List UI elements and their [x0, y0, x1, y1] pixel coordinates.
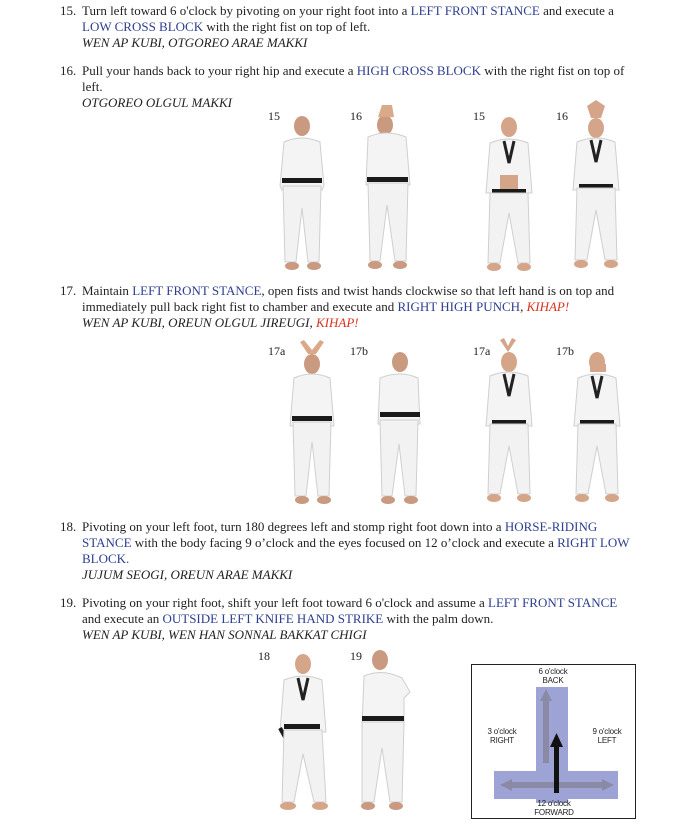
martial-artist-photo [478, 113, 540, 275]
photo-label: 18 [258, 649, 270, 663]
keyword: HORSE-RIDING STANCE [82, 519, 598, 550]
photo-label: 16 [556, 109, 568, 123]
photo-label: 17b [556, 344, 574, 358]
step-number: 17. [60, 283, 77, 298]
back-label: 6 o'clock BACK [538, 667, 568, 685]
photo-label: 17a [268, 344, 286, 358]
step-15 [60, 3, 635, 51]
photo-label: 17a [473, 344, 491, 358]
step-18 [60, 519, 635, 583]
martial-artist-photo [565, 100, 627, 272]
korean-name: WEN AP KUBI, OREUN OLGUL JIREUGI, KIHAP! [82, 315, 359, 330]
keyword: RIGHT HIGH PUNCH [397, 299, 521, 314]
step-number: 15. [60, 3, 77, 18]
step-number: 16. [60, 63, 77, 78]
martial-artist-photo [282, 338, 342, 508]
step-text: Maintain LEFT FRONT STANCE, open fists and twist hands clockwise so that left hand is on top and immediately pull back right fist to chamber and execute and RIGHT HIGH PUNCH, KIHAP! WEN AP KUBI, OREUN OLGUL JIREUGI, KIHAP! [82, 283, 635, 331]
kihap-label: KIHAP! [316, 315, 359, 330]
photo-label: 17b [350, 344, 368, 358]
step-17 [60, 283, 635, 331]
martial-artist-photo [358, 103, 416, 273]
korean-name: JUJUM SEOGI, OREUN ARAE MAKKI [82, 567, 293, 582]
photo-label: 19 [350, 649, 362, 663]
forward-label: 12 o'clock FORWARD [534, 799, 574, 817]
step-19 [60, 595, 635, 643]
left-label: 9 o'clock LEFT [592, 727, 622, 745]
step-16 [60, 63, 635, 111]
direction-diagram [471, 664, 636, 819]
keyword: HIGH CROSS BLOCK [356, 63, 481, 78]
martial-artist-photo [272, 112, 332, 274]
step-number: 19. [60, 595, 77, 610]
korean-name: OTGOREO OLGUL MAKKI [82, 95, 232, 110]
photo-label: 15 [473, 109, 485, 123]
step-text: Pivoting on your left foot, turn 180 degrees left and stomp right foot down into a HORSE-RIDING STANCE with the body facing 9 o’clock and the eyes focused on 12 o’clock and execute a RIGHT LOW BLOCK. JUJUM SEOGI, OREUN ARAE MAKKI [82, 519, 635, 583]
keyword: LEFT FRONT STANCE [132, 283, 262, 298]
photo-label: 15 [268, 109, 280, 123]
photo-label: 16 [350, 109, 362, 123]
martial-artist-photo [478, 336, 540, 506]
martial-artist-photo [352, 648, 416, 816]
martial-artist-photo [566, 346, 628, 506]
step-text: Pivoting on your right foot, shift your left foot toward 6 o'clock and assume a LEFT FRONT STANCE and execute an OUTSIDE LEFT KNIFE HAND STRIKE with the palm down. WEN AP KUBI, WEN HAN SONNAL BAKKAT CHIGI [82, 595, 635, 643]
keyword: LEFT FRONT STANCE [488, 595, 618, 610]
step-text: Pull your hands back to your right hip and execute a HIGH CROSS BLOCK with the right fist on top of left. OTGOREO OLGUL MAKKI [82, 63, 635, 111]
step-text: Turn left toward 6 o'clock by pivoting on your right foot into a LEFT FRONT STANCE and execute a LOW CROSS BLOCK with the right fist on top of left. WEN AP KUBI, OTGOREO ARAE MAKKI [82, 3, 635, 51]
martial-artist-photo [272, 650, 334, 815]
keyword: LEFT FRONT STANCE [410, 3, 540, 18]
step-number: 18. [60, 519, 77, 534]
keyword: RIGHT LOW BLOCK. [82, 535, 630, 566]
martial-artist-photo [368, 348, 428, 508]
korean-name: WEN AP KUBI, OTGOREO ARAE MAKKI [82, 35, 308, 50]
keyword: LOW CROSS BLOCK [82, 19, 204, 34]
korean-name: WEN AP KUBI, WEN HAN SONNAL BAKKAT CHIGI [82, 627, 367, 642]
kihap-label: KIHAP! [526, 299, 570, 314]
right-label: 3 o'clock RIGHT [487, 727, 517, 745]
keyword: OUTSIDE LEFT KNIFE HAND STRIKE [162, 611, 384, 626]
